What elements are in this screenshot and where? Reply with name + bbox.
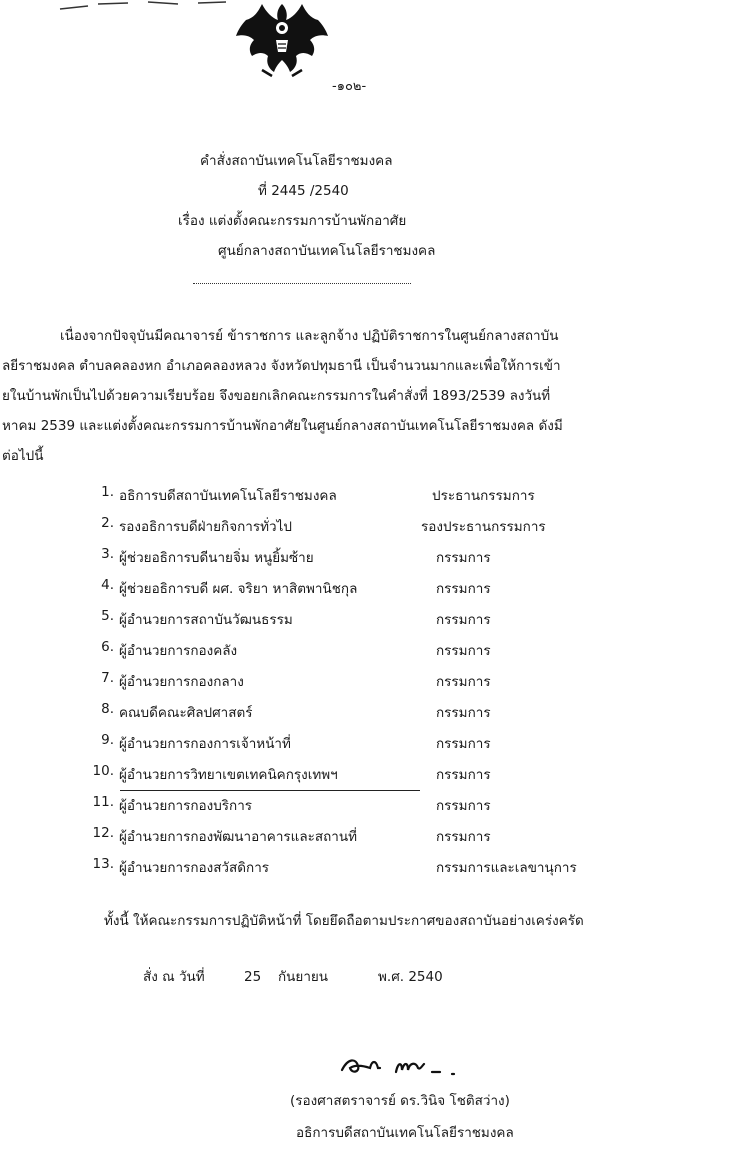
item-number: 10. (92, 763, 114, 779)
member-role: กรรมการ (436, 674, 491, 690)
body-line: ลยีราชมงคล ตำบลคลองหก อำเภอคลองหลวง จังหวัดปทุมธานี เป็นจำนวนมากและเพื่อให้การเข้า (2, 358, 561, 374)
member-name: ผู้อำนวยการวิทยาเขตเทคนิคกรุงเทพฯ (119, 767, 338, 783)
item-number: 3. (101, 546, 114, 562)
body-line: หาคม 2539 และแต่งตั้งคณะกรรมการบ้านพักอาศัยในศูนย์กลางสถาบันเทคโนโลยีราชมงคล ดังมี (2, 418, 563, 434)
member-name: ผู้อำนวยการสถาบันวัฒนธรรม (119, 612, 293, 628)
list-item (0, 763, 749, 793)
item-number: 2. (101, 515, 114, 531)
member-role: กรรมการ (436, 550, 491, 566)
item-number: 1. (101, 484, 114, 500)
member-name: ผู้อำนวยการกองสวัสดิการ (119, 860, 270, 876)
member-role: รองประธานกรรมการ (421, 519, 546, 535)
member-name: ผู้อำนวยการกองคลัง (119, 643, 238, 659)
subject-line-1: เรื่อง แต่งตั้งคณะกรรมการบ้านพักอาศัย (178, 213, 407, 229)
item-number: 13. (92, 856, 114, 872)
item-number: 6. (101, 639, 114, 655)
list-item (0, 515, 749, 545)
member-name: คณบดีคณะศิลปศาสตร์ (119, 705, 253, 721)
list-item (0, 639, 749, 669)
signatory-position: อธิการบดีสถาบันเทคโนโลยีราชมงคล (296, 1125, 514, 1141)
member-role: กรรมการ (436, 612, 491, 628)
item-number: 7. (101, 670, 114, 686)
list-item (0, 856, 749, 886)
item-number: 12. (92, 825, 114, 841)
item-number: 5. (101, 608, 114, 624)
signature (336, 1050, 466, 1080)
page-number: -๑๐๒- (332, 79, 367, 94)
list-item (0, 794, 749, 824)
member-role: ประธานกรรมการ (432, 488, 535, 504)
member-name: ผู้ช่วยอธิการบดี ผศ. จริยา หาสิตพานิชกุล (119, 581, 358, 597)
body-line: เนื่องจากปัจจุบันมีคณาจารย์ ข้าราชการ และลูกจ้าง ปฏิบัติราชการในศูนย์กลางสถาบัน (60, 328, 559, 344)
member-role: กรรมการและเลขานุการ (436, 860, 577, 876)
list-item (0, 546, 749, 576)
item-number: 9. (101, 732, 114, 748)
body-line: ยในบ้านพักเป็นไปด้วยความเรียบร้อย จึงขอยกเลิกคณะกรรมการในคำสั่งที่ 1893/2539 ลงวันที่ (2, 388, 551, 404)
item-number: 4. (101, 577, 114, 593)
member-role: กรรมการ (436, 705, 491, 721)
member-role: กรรมการ (436, 581, 491, 597)
body-line: ต่อไปนี้ (2, 448, 44, 464)
item-number: 8. (101, 701, 114, 717)
member-name: ผู้อำนวยการกองกลาง (119, 674, 244, 690)
member-name: อธิการบดีสถาบันเทคโนโลยีราชมงคล (119, 488, 337, 504)
date-prefix: สั่ง ณ วันที่ (143, 969, 205, 985)
list-item (0, 732, 749, 762)
member-name: ผู้อำนวยการกองการเจ้าหน้าที่ (119, 736, 291, 752)
scan-mark (58, 0, 228, 12)
header-divider (193, 283, 411, 284)
list-item (0, 701, 749, 731)
member-name: ผู้อำนวยการกองบริการ (119, 798, 253, 814)
member-name: ผู้อำนวยการกองพัฒนาอาคารและสถานที่ (119, 829, 357, 845)
date-day: 25 (244, 969, 262, 985)
date-month: กันยายน (278, 969, 329, 985)
list-item (0, 608, 749, 638)
member-name: ผู้ช่วยอธิการบดีนายจิ่ม หนูยิ้มซ้าย (119, 550, 314, 566)
member-role: กรรมการ (436, 829, 491, 845)
document-title: คำสั่งสถาบันเทคโนโลยีราชมงคล (200, 153, 393, 169)
signatory-name: (รองศาสตราจารย์ ดร.วินิจ โชติสว่าง) (290, 1093, 510, 1109)
closing-statement: ทั้งนี้ ให้คณะกรรมการปฏิบัติหน้าที่ โดยยึดถือตามประกาศของสถาบันอย่างเคร่งครัด (104, 913, 584, 929)
member-role: กรรมการ (436, 798, 491, 814)
list-item (0, 825, 749, 855)
order-number: ที่ 2445 /2540 (258, 183, 349, 199)
list-item (0, 670, 749, 700)
garuda-emblem-icon (232, 0, 332, 78)
subject-line-2: ศูนย์กลางสถาบันเทคโนโลยีราชมงคล (218, 243, 436, 259)
hand-underline (120, 790, 420, 791)
list-item (0, 577, 749, 607)
member-role: กรรมการ (436, 736, 491, 752)
member-name: รองอธิการบดีฝ่ายกิจการทั่วไป (119, 519, 292, 535)
date-year: พ.ศ. 2540 (378, 969, 443, 985)
member-role: กรรมการ (436, 767, 491, 783)
item-number: 11. (92, 794, 114, 810)
list-item (0, 484, 749, 514)
member-role: กรรมการ (436, 643, 491, 659)
